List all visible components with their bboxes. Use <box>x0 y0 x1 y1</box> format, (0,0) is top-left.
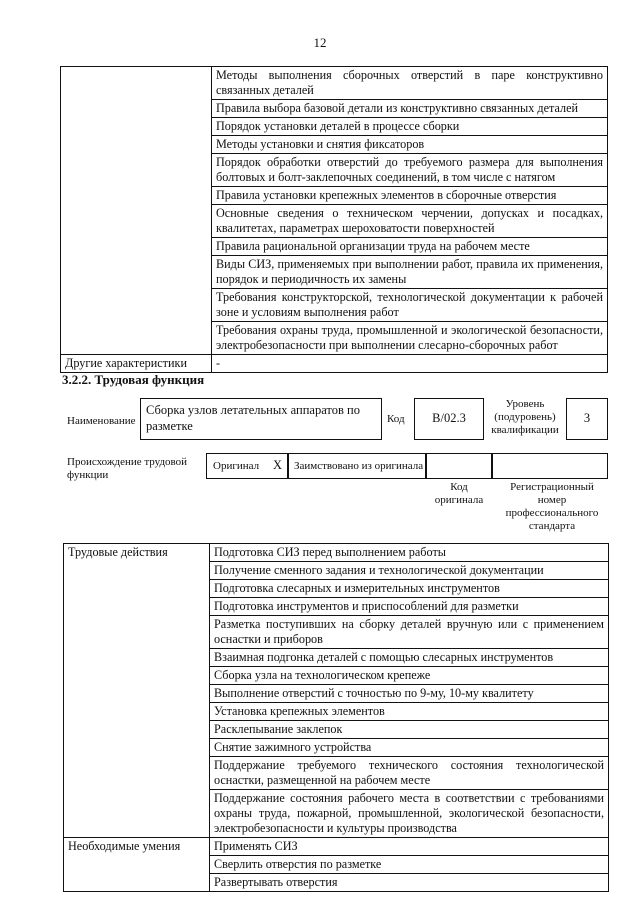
table-cell-text: Развертывать отверстия <box>210 874 609 892</box>
code-label: Код <box>387 413 405 425</box>
origin-reg-box <box>492 453 608 479</box>
page-number: 12 <box>313 35 327 50</box>
table-cell-text: Снятие зажимного устройства <box>210 739 609 757</box>
table-cell-text: Правила выбора базовой детали из конструктивно связанных деталей <box>212 100 608 118</box>
level-value: 3 <box>583 411 591 425</box>
code-value: B/02.3 <box>432 411 466 425</box>
table-cell-text: Порядок обработки отверстий до требуемого размера для выполнения болтовых и болт-заклепочных соединений, в том числе с натягом <box>212 154 608 187</box>
table-cell-text: Выполнение отверстий с точностью по 9-му, 10-му квалитету <box>210 685 609 703</box>
level-label: Уровень (подуровень) квалификации <box>491 398 559 436</box>
table-cell-text: Методы выполнения сборочных отверстий в паре конструктивно связанных деталей <box>212 67 608 100</box>
knowledge-table <box>60 66 608 373</box>
table-row <box>61 355 608 373</box>
original-label: Оригинал <box>213 460 260 472</box>
table-cell-text: Расклепывание заклепок <box>210 721 609 739</box>
origin-reg-caption: Регистрационный номер профессионального стандарта <box>505 481 599 532</box>
original-mark: X <box>273 458 283 472</box>
original-box <box>206 453 288 479</box>
table-cell-text: Поддержание требуемого технического состояния технологической оснастки, размещенной на рабочем месте <box>210 757 609 790</box>
table-cell-text: Применять СИЗ <box>210 838 609 856</box>
table-cell-text: Правила рациональной организации труда на рабочем месте <box>212 238 608 256</box>
table-cell-text: Установка крепежных элементов <box>210 703 609 721</box>
table-cell-text: Разметка поступивших на сборку деталей вручную или с применением оснастки и приборов <box>210 616 609 649</box>
table-cell-text: Поддержание состояния рабочего места в соответствии с требованиями охраны труда, пожарной, промышленной, экологической безопасности, электробезопасности и культуры производства <box>210 790 609 838</box>
table-cell-text: Правила установки крепежных элементов в сборочные отверстия <box>212 187 608 205</box>
borrowed-label: Заимствовано из оригинала <box>294 460 424 472</box>
labor-function-table <box>63 543 609 892</box>
name-value: Сборка узлов летательных аппаратов по разметке <box>146 403 360 433</box>
table-cell-text: Подготовка слесарных и измерительных инструментов <box>210 580 609 598</box>
code-box <box>414 398 484 440</box>
table-cell-text: Сборка узла на технологическом крепеже <box>210 667 609 685</box>
table-cell-label <box>61 67 212 355</box>
level-box <box>566 398 608 440</box>
table-cell-label: Другие характеристики <box>61 355 212 373</box>
table-cell-text: Порядок установки деталей в процессе сборки <box>212 118 608 136</box>
origin-code-box <box>426 453 492 479</box>
table-cell-label: Необходимые умения <box>64 838 210 892</box>
table-cell-label: Трудовые действия <box>64 544 210 838</box>
table-row <box>64 838 609 856</box>
table-cell-text: Взаимная подгонка деталей с помощью слесарных инструментов <box>210 649 609 667</box>
name-label: Наименование <box>67 415 136 427</box>
origin-code-caption: Код оригинала <box>434 481 484 506</box>
table-cell-text: Требования конструкторской, технологической документации к рабочей зоне и условиям выполнения работ <box>212 289 608 322</box>
table-cell-text: - <box>212 355 608 373</box>
borrowed-box <box>288 453 426 479</box>
table-cell-text: Сверлить отверстия по разметке <box>210 856 609 874</box>
table-row <box>61 67 608 100</box>
table-cell-text: Основные сведения о техническом черчении, допусках и посадках, квалитетах, параметрах шероховатости поверхностей <box>212 205 608 238</box>
table-cell-text: Виды СИЗ, применяемых при выполнении работ, правила их применения, порядок и периодичность их замены <box>212 256 608 289</box>
table-cell-text: Подготовка инструментов и приспособлений для разметки <box>210 598 609 616</box>
section-heading: 3.2.2. Трудовая функция <box>62 372 205 387</box>
origin-label: Происхождение трудовой функции <box>67 456 188 481</box>
table-cell-text: Подготовка СИЗ перед выполнением работы <box>210 544 609 562</box>
table-cell-text: Методы установки и снятия фиксаторов <box>212 136 608 154</box>
name-box <box>140 398 382 440</box>
table-cell-text: Требования охраны труда, промышленной и экологической безопасности, электробезопасности при выполнении слесарно-сборочных работ <box>212 322 608 355</box>
table-cell-text: Получение сменного задания и технологической документации <box>210 562 609 580</box>
table-row <box>64 544 609 562</box>
